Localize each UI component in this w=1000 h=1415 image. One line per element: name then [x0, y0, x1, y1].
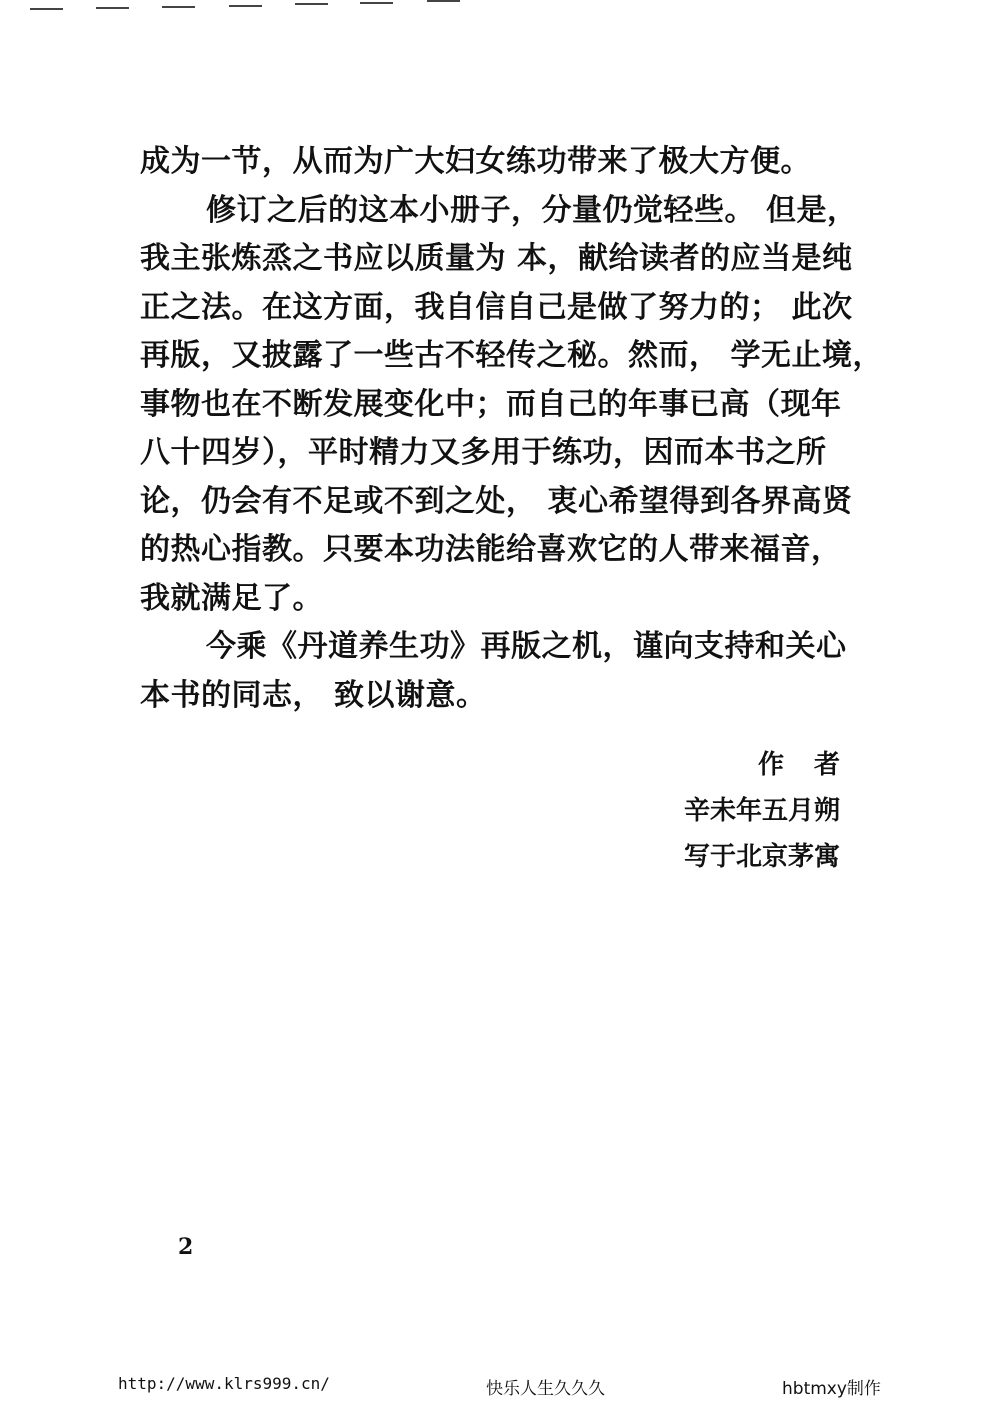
text-line: 再版，又披露了一些古不轻传之秘。然而， 学无止境， — [140, 338, 883, 373]
text-line: 正之法。在这方面，我自信自己是做了努力的； 此次 — [140, 289, 853, 325]
text-line: 本书的同志， 致以谢意。 — [140, 677, 487, 713]
page-number: 2 — [178, 1234, 194, 1260]
dash-mark — [162, 6, 195, 8]
text-line: 八十四岁），平时精力又多用于练功，因而本书之所 — [140, 435, 827, 470]
text-line: 的热心指教。只要本功法能给喜欢它的人带来福音， — [140, 532, 842, 567]
signature-place: 写于北京茅寓 — [683, 842, 840, 872]
footer — [0, 1370, 1000, 1400]
dash-mark — [96, 7, 129, 9]
body-text — [140, 138, 900, 720]
dash-mark — [360, 2, 393, 4]
footer-url-link[interactable]: http://www.klrs999.cn/ — [118, 1374, 330, 1393]
top-edge-marks — [0, 0, 500, 12]
dash-mark — [295, 3, 328, 5]
dash-mark — [30, 8, 63, 10]
text-line: 论，仍会有不足或不到之处， 衷心希望得到各界高贤 — [140, 483, 853, 519]
text-line: 事物也在不断发展变化中；而自己的年事已高（现年 — [140, 386, 842, 422]
footer-credit: hbtmxy制作 — [782, 1379, 881, 1399]
signature-date: 辛未年五月朔 — [683, 796, 840, 826]
text-line: 修订之后的这本小册子，分量仍觉轻些。 但是， — [206, 192, 858, 228]
signature-author: 作者 — [757, 750, 870, 780]
text-line: 成为一节，从而为广大妇女练功带来了极大方便。 — [140, 144, 811, 179]
dash-mark — [229, 5, 262, 7]
dash-mark — [427, 0, 460, 2]
text-line: 我主张炼烝之书应以质量为 本，献给读者的应当是纯 — [140, 241, 853, 276]
signature-block — [660, 742, 870, 880]
text-line: 今乘《丹道养生功》再版之机，谨向支持和关心 — [206, 629, 847, 664]
text-line: 我就满足了。 — [140, 580, 323, 616]
footer-slogan: 快乐人生久久久 — [486, 1379, 605, 1399]
